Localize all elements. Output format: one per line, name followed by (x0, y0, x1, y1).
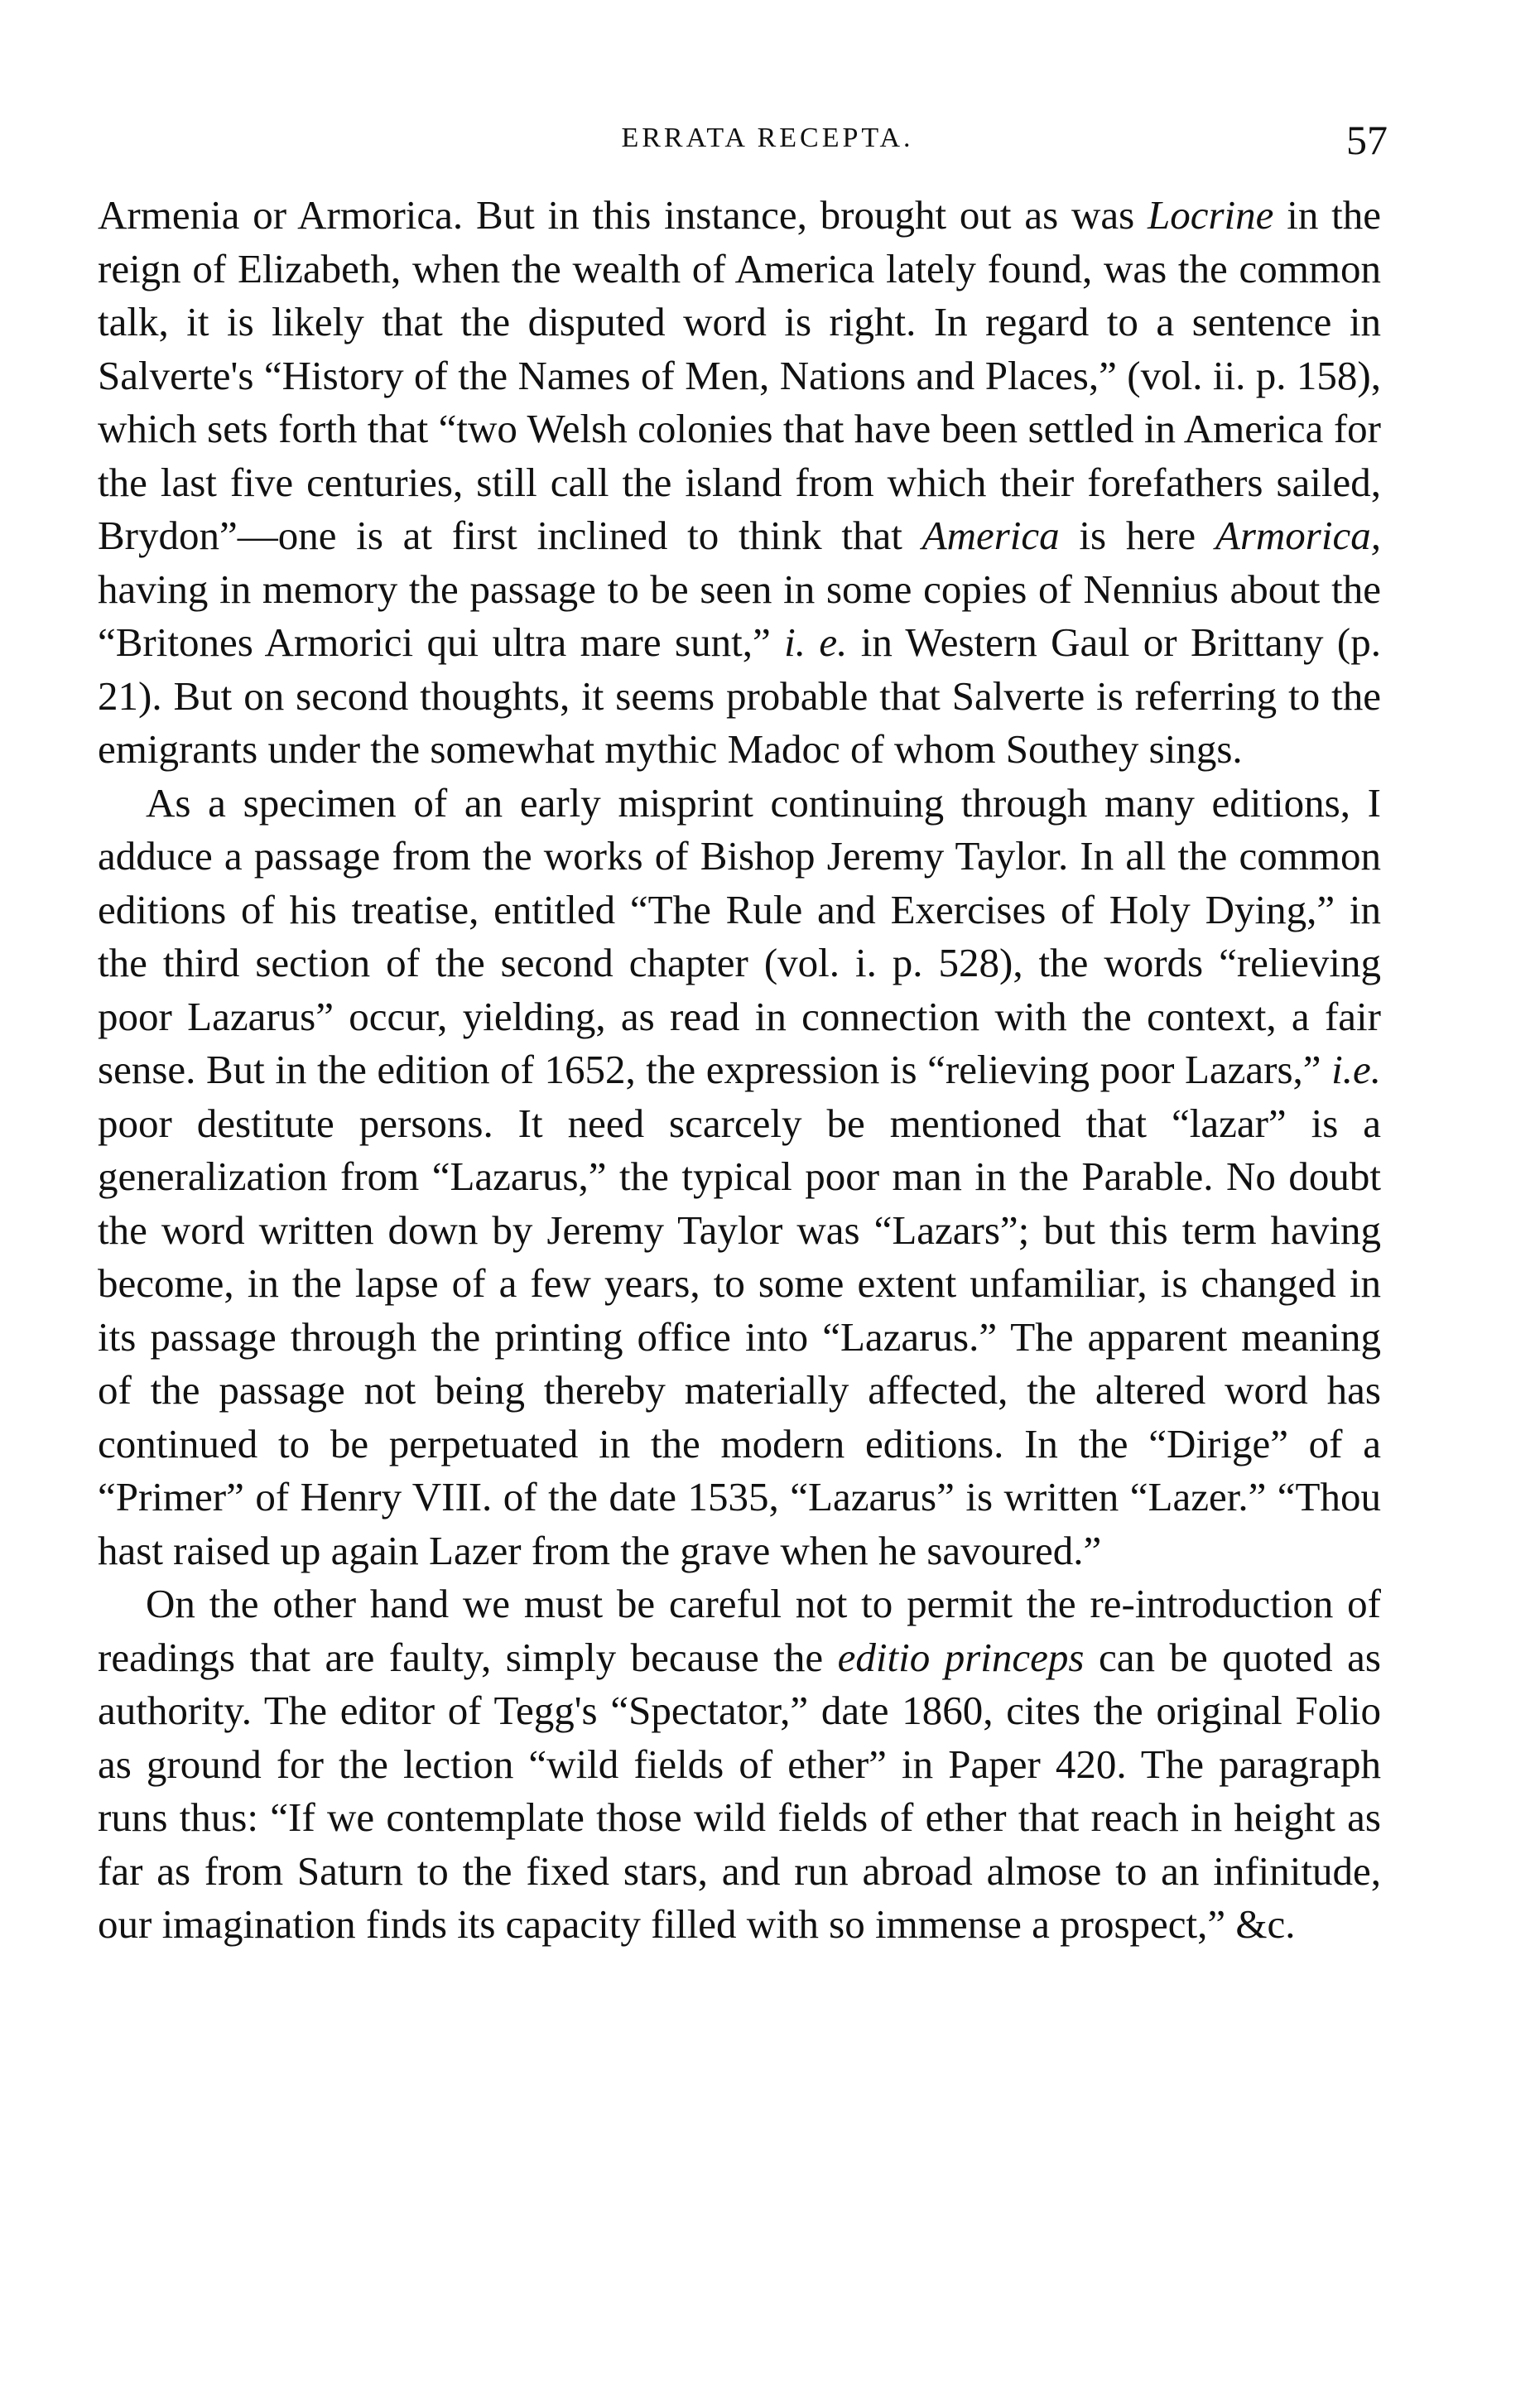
paragraph-1-text: Armenia or Armorica. But in this instance, brought out as was (98, 192, 1148, 238)
paragraph-3 (98, 1577, 1381, 1952)
paragraph-1-italic: Armorica, (1215, 513, 1381, 558)
paragraph-1-text: having in memory the passage to be seen in some copies of Nennius about the “Britones Armorici qui ultra mare sunt,” (98, 566, 1381, 665)
paragraph-2-text: As a specimen of an early misprint continuing through many editions, I adduce a passage from the works of Bishop Jeremy Taylor. In all the common editions of his treatise, entitled “The Rule and Exercises of Holy Dying,” in the third section of the second chapter (vol. i. p. 528), the words “relieving poor Lazarus” occur, yielding, as read in connection with the context, a fair sense. But in the edition of 1652, the expression is “relieving poor Lazars,” (98, 779, 1381, 1092)
paragraph-1-italic: Locrine (1147, 192, 1274, 238)
paragraph-1-italic: i. e. (784, 619, 848, 665)
running-head (0, 117, 1535, 172)
paragraph-3-italic: editio princeps (837, 1634, 1085, 1680)
page-number: 57 (1346, 117, 1388, 163)
paragraph-3-text: can be quoted as authority. The editor of Tegg's “Spectator,” date 1860, cites the original Folio as ground for the lection “wild fields of ether” in Paper 420. The paragraph runs thus: “If we contemplate those wild fields of ether that reach in height as far as from Saturn to the fixed stars, and run abroad almose to an infinitude, our imagination finds its capacity filled with so immense a prospect,” &c. (98, 1634, 1381, 1947)
running-title: ERRATA RECEPTA. (621, 123, 914, 153)
paragraph-2-text: poor destitute persons. It need scarcely be mentioned that “lazar” is a generalization from “Lazarus,” the typical poor man in the Parable. No doubt the word written down by Jeremy Taylor was “Lazars”; but this term having become, in the lapse of a few years, to some extent unfamiliar, is changed in its passage through the printing office into “Lazarus.” The apparent meaning of the passage not being thereby materially affected, the altered word has continued to be perpetuated in the modern editions. In the “Dirige” of a “Primer” of Henry VIII. of the date 1535, “Lazarus” is written “Lazer.” “Thou hast raised up again Lazer from the grave when he savoured.” (98, 1100, 1381, 1573)
paragraph-3-text: On the other hand we must be careful not to permit the re-introduction of readings that are faulty, simply because the (98, 1581, 1381, 1680)
paragraph-1-text: is here (1059, 513, 1215, 558)
paragraph-2 (98, 777, 1381, 1578)
text-body (98, 189, 1381, 1952)
paragraph-1-text: in Western Gaul or Brittany (p. 21). But on second thoughts, it seems probable that Salverte is referring to the emigrants under the somewhat mythic Madoc of whom Southey sings. (98, 619, 1381, 772)
paragraph-1 (98, 189, 1381, 777)
paragraph-2-italic: i.e. (1331, 1047, 1381, 1092)
paragraph-1-text: in the reign of Elizabeth, when the wealth of America lately found, was the common talk, it is likely that the disputed word is right. In regard to a sentence in Salverte's “History of the Names of Men, Nations and Places,” (vol. ii. p. 158), which sets forth that “two Welsh colonies that have been settled in America for the last five centuries, still call the island from which their forefathers sailed, Brydon”—one is at first inclined to think that (98, 192, 1381, 558)
paragraph-1-italic: America (921, 513, 1060, 558)
